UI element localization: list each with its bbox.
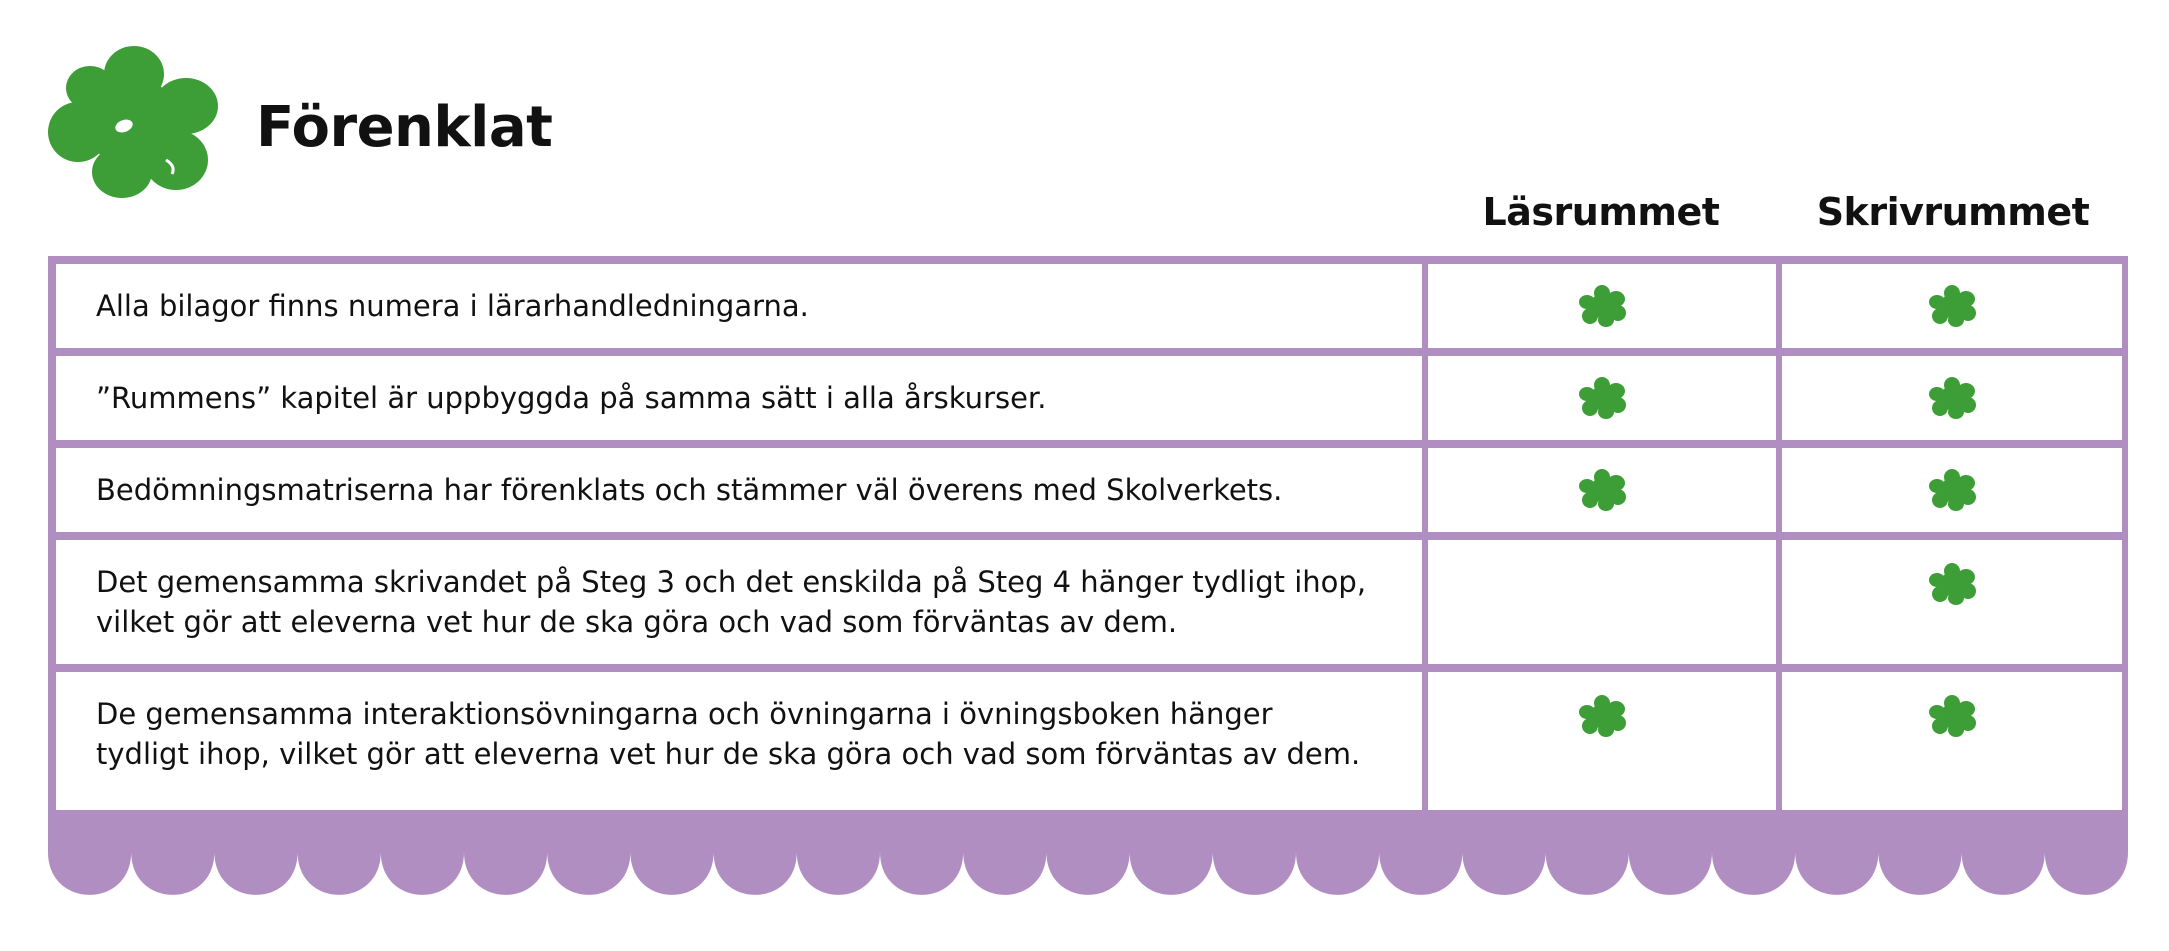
page-title: Förenklat	[256, 95, 553, 160]
flower-check-icon	[1928, 284, 1976, 328]
table-row	[48, 356, 2128, 440]
lasrummet-cell	[1428, 540, 1776, 664]
table-row	[48, 672, 2128, 812]
column-header-lasrummet: Läsrummet	[1482, 190, 1720, 234]
lasrummet-cell	[1428, 448, 1776, 532]
flower-check-icon	[1928, 562, 1976, 606]
flower-check-icon	[1578, 284, 1626, 328]
skrivrummet-cell	[1782, 356, 2122, 440]
lasrummet-cell	[1428, 672, 1776, 812]
lasrummet-cell	[1428, 356, 1776, 440]
skrivrummet-cell	[1782, 540, 2122, 664]
green-flower-logo-icon	[48, 44, 220, 200]
row-text: De gemensamma interaktionsövningarna och övningarna i övningsboken hänger tydligt ihop, vilket gör att eleverna vet hur de ska göra och vad som förväntas av dem.	[56, 672, 1422, 812]
skrivrummet-cell	[1782, 448, 2122, 532]
row-text: Det gemensamma skrivandet på Steg 3 och det enskilda på Steg 4 hänger tydligt ihop, vilket gör att eleverna vet hur de ska göra och vad som förväntas av dem.	[56, 540, 1422, 664]
table-row	[48, 264, 2128, 348]
flower-check-icon	[1578, 468, 1626, 512]
comparison-table	[48, 256, 2128, 812]
lasrummet-cell	[1428, 264, 1776, 348]
table-row	[48, 448, 2128, 532]
flower-check-icon	[1928, 694, 1976, 738]
column-header-skrivrummet: Skrivrummet	[1816, 190, 2090, 234]
row-text: ”Rummens” kapitel är uppbyggda på samma sätt i alla årskurser.	[56, 356, 1422, 440]
row-text: Bedömningsmatriserna har förenklats och stämmer väl överens med Skolverkets.	[56, 448, 1422, 532]
flower-check-icon	[1928, 468, 1976, 512]
skrivrummet-cell	[1782, 672, 2122, 812]
skrivrummet-cell	[1782, 264, 2122, 348]
flower-check-icon	[1578, 694, 1626, 738]
flower-check-icon	[1928, 376, 1976, 420]
table-row	[48, 540, 2128, 664]
row-text: Alla bilagor finns numera i lärarhandledningarna.	[56, 264, 1422, 348]
flower-check-icon	[1578, 376, 1626, 420]
scalloped-border-decoration	[48, 810, 2128, 910]
